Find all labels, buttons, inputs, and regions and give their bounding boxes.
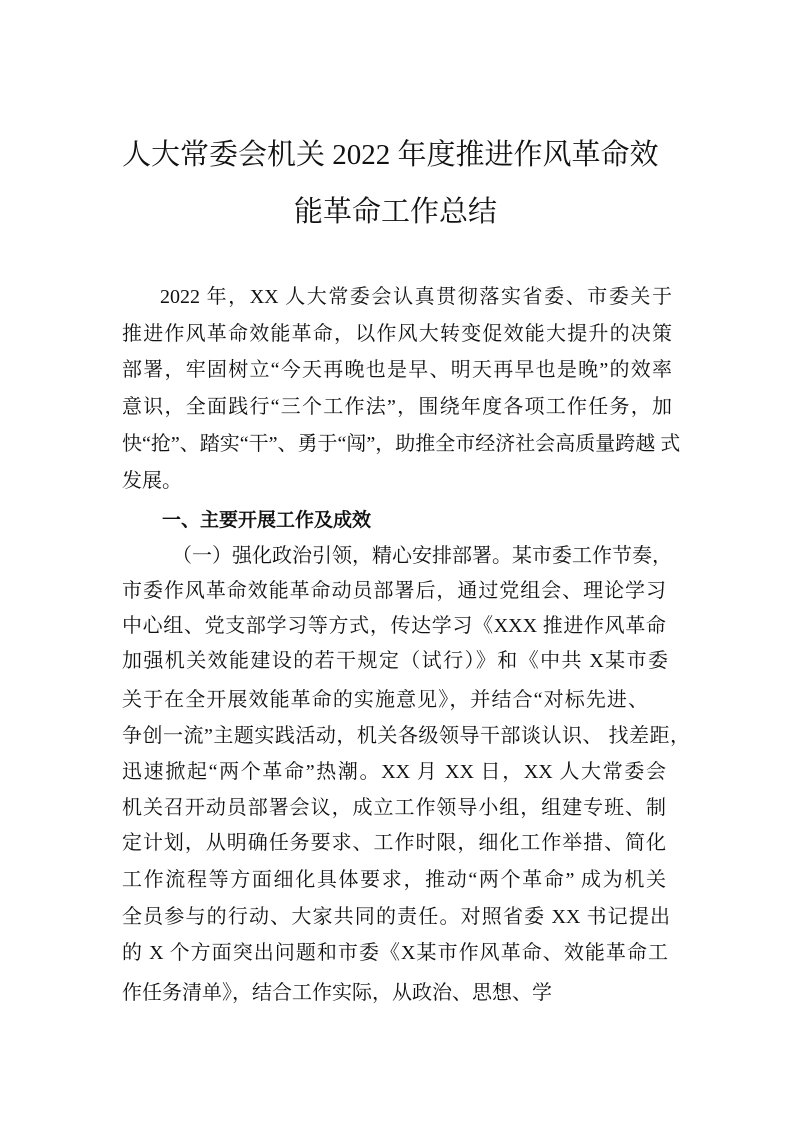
body-line: 市委作风革命效能革命动员部署后，通过党组会、理论学习 [122, 580, 666, 602]
intro-line: 推进作风革命效能革命，以作风大转变促效能大提升的决策 [122, 323, 672, 345]
document-title-line-1: 人大常委会机关 2022 年度推进作风革命效 [122, 139, 659, 171]
body-line: 全员参与的行动、大家共同的责任。对照省委 XX 书记提出 [122, 906, 670, 928]
body-line: 关于在全开展效能革命的实施意见》，并结合“对标先进、 [122, 689, 648, 711]
body-line: 加强机关效能建设的若干规定（试行）》和《中共 X某市委 [122, 650, 668, 672]
intro-line: 快“抢”、踏实“干”、勇于“闯”，助推全市经济社会高质量跨越 式 [122, 433, 681, 455]
body-line: （一）强化政治引领，精心安排部署。某市委工作节奏， [172, 545, 672, 567]
body-line: 机关召开动员部署会议，成立工作领导小组，组建专班、制 [122, 797, 666, 819]
section-heading: 一、主要开展工作及成效 [162, 510, 372, 531]
document-title-line-2: 能革命工作总结 [294, 196, 498, 228]
body-line: 定计划，从明确任务要求、工作时限，细化工作举措、简化 [122, 832, 666, 854]
intro-line: 发展。 [122, 470, 182, 492]
body-line: 的 X 个方面突出问题和市委《X某市作风革命、效能革命工 [122, 942, 668, 964]
body-line: 迅速掀起“两个革命”热潮。XX 月 XX 日，XX 人大常委会 [122, 761, 666, 783]
intro-line: 意识，全面践行“三个工作法”，围绕年度各项工作任务，加 [122, 396, 672, 418]
body-line: 工作流程等方面细化具体要求，推动“两个革命” 成为机关 [122, 869, 666, 891]
body-line: 争创一流”主题实践活动，机关各级领导干部谈认识、 找差距， [122, 725, 690, 747]
body-line: 作任务清单》，结合工作实际，从政治、思想、学 [122, 982, 552, 1004]
intro-line: 部署，牢固树立“今天再晚也是早、明天再早也是晚”的效率 [122, 359, 672, 381]
intro-line: 2022 年，XX 人大常委会认真贯彻落实省委、市委关于 [160, 286, 672, 308]
body-line: 中心组、党支部学习等方式，传达学习《XXX 推进作风革命 [122, 615, 666, 637]
